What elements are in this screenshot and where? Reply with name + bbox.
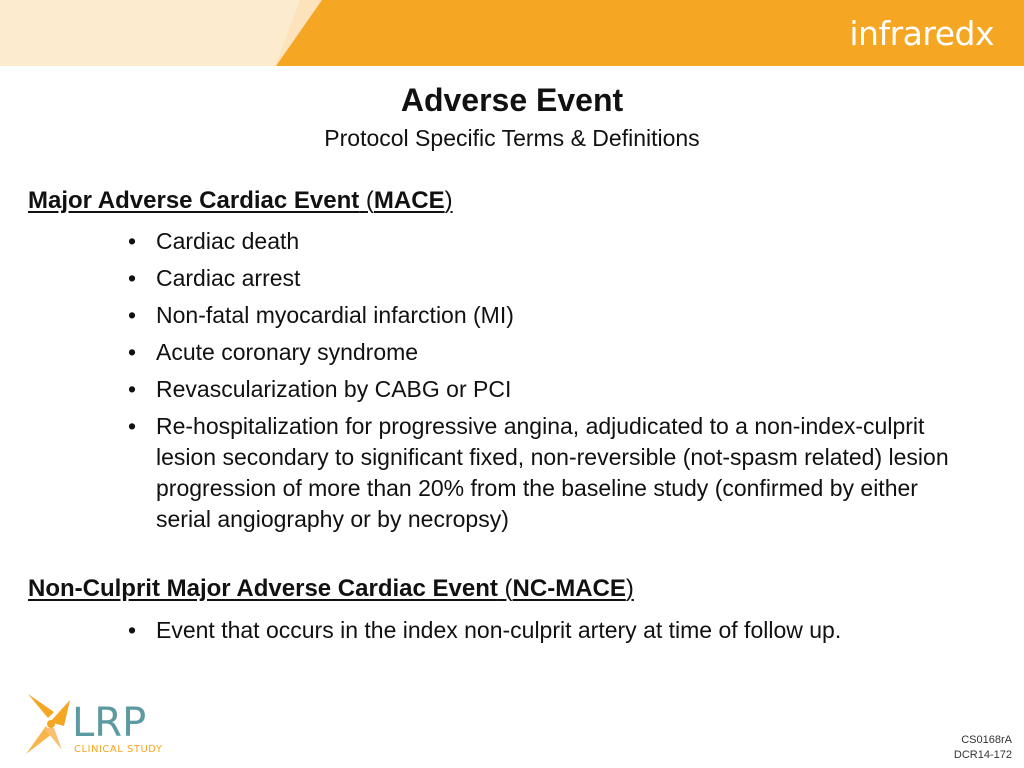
mace-heading-main: Major Adverse Cardiac Event	[28, 187, 360, 214]
logo-tagline: CLINICAL STUDY	[74, 744, 163, 755]
list-item: • Event that occurs in the index non-culprit artery at time of follow up.	[128, 615, 968, 646]
list-item: • Re-hospitalization for progressive angina, adjudicated to a non-index-culprit lesion secondary to significant fixed, non-reversible (not-spasm related) lesion progression of more than 20% from the baseline study (confirmed by either serial angiography or by necropsy)	[128, 411, 968, 535]
nc-mace-paren-close: )	[625, 575, 634, 602]
nc-mace-heading-abbr: NC-MACE	[512, 575, 626, 602]
nc-mace-list	[128, 615, 968, 652]
list-item: • Revascularization by CABG or PCI	[128, 374, 968, 405]
mace-paren-open: (	[365, 187, 374, 214]
nc-mace-heading	[28, 575, 634, 603]
nc-mace-paren-open: (	[504, 575, 513, 602]
star-icon	[26, 694, 70, 754]
revision-code: DCR14-172	[953, 749, 1012, 761]
nc-mace-heading-main: Non-Culprit Major Adverse Cardiac Event	[28, 575, 498, 602]
list-item: • Non-fatal myocardial infarction (MI)	[128, 300, 968, 331]
logo-letters: LRP	[72, 700, 147, 746]
page-subtitle: Protocol Specific Terms & Definitions	[324, 125, 700, 151]
brand-logo-text: infraredx	[849, 14, 994, 53]
document-code: CS0168rA	[961, 734, 1012, 746]
list-item: • Acute coronary syndrome	[128, 337, 968, 368]
list-item: • Cardiac death	[128, 226, 968, 257]
mace-heading-abbr: MACE	[373, 187, 445, 214]
page-title: Adverse Event	[400, 82, 624, 118]
mace-paren-close: )	[444, 187, 453, 214]
lrp-clinical-study-logo	[24, 688, 184, 760]
list-item: • Cardiac arrest	[128, 263, 968, 294]
mace-heading	[28, 187, 453, 215]
mace-list	[128, 226, 968, 541]
